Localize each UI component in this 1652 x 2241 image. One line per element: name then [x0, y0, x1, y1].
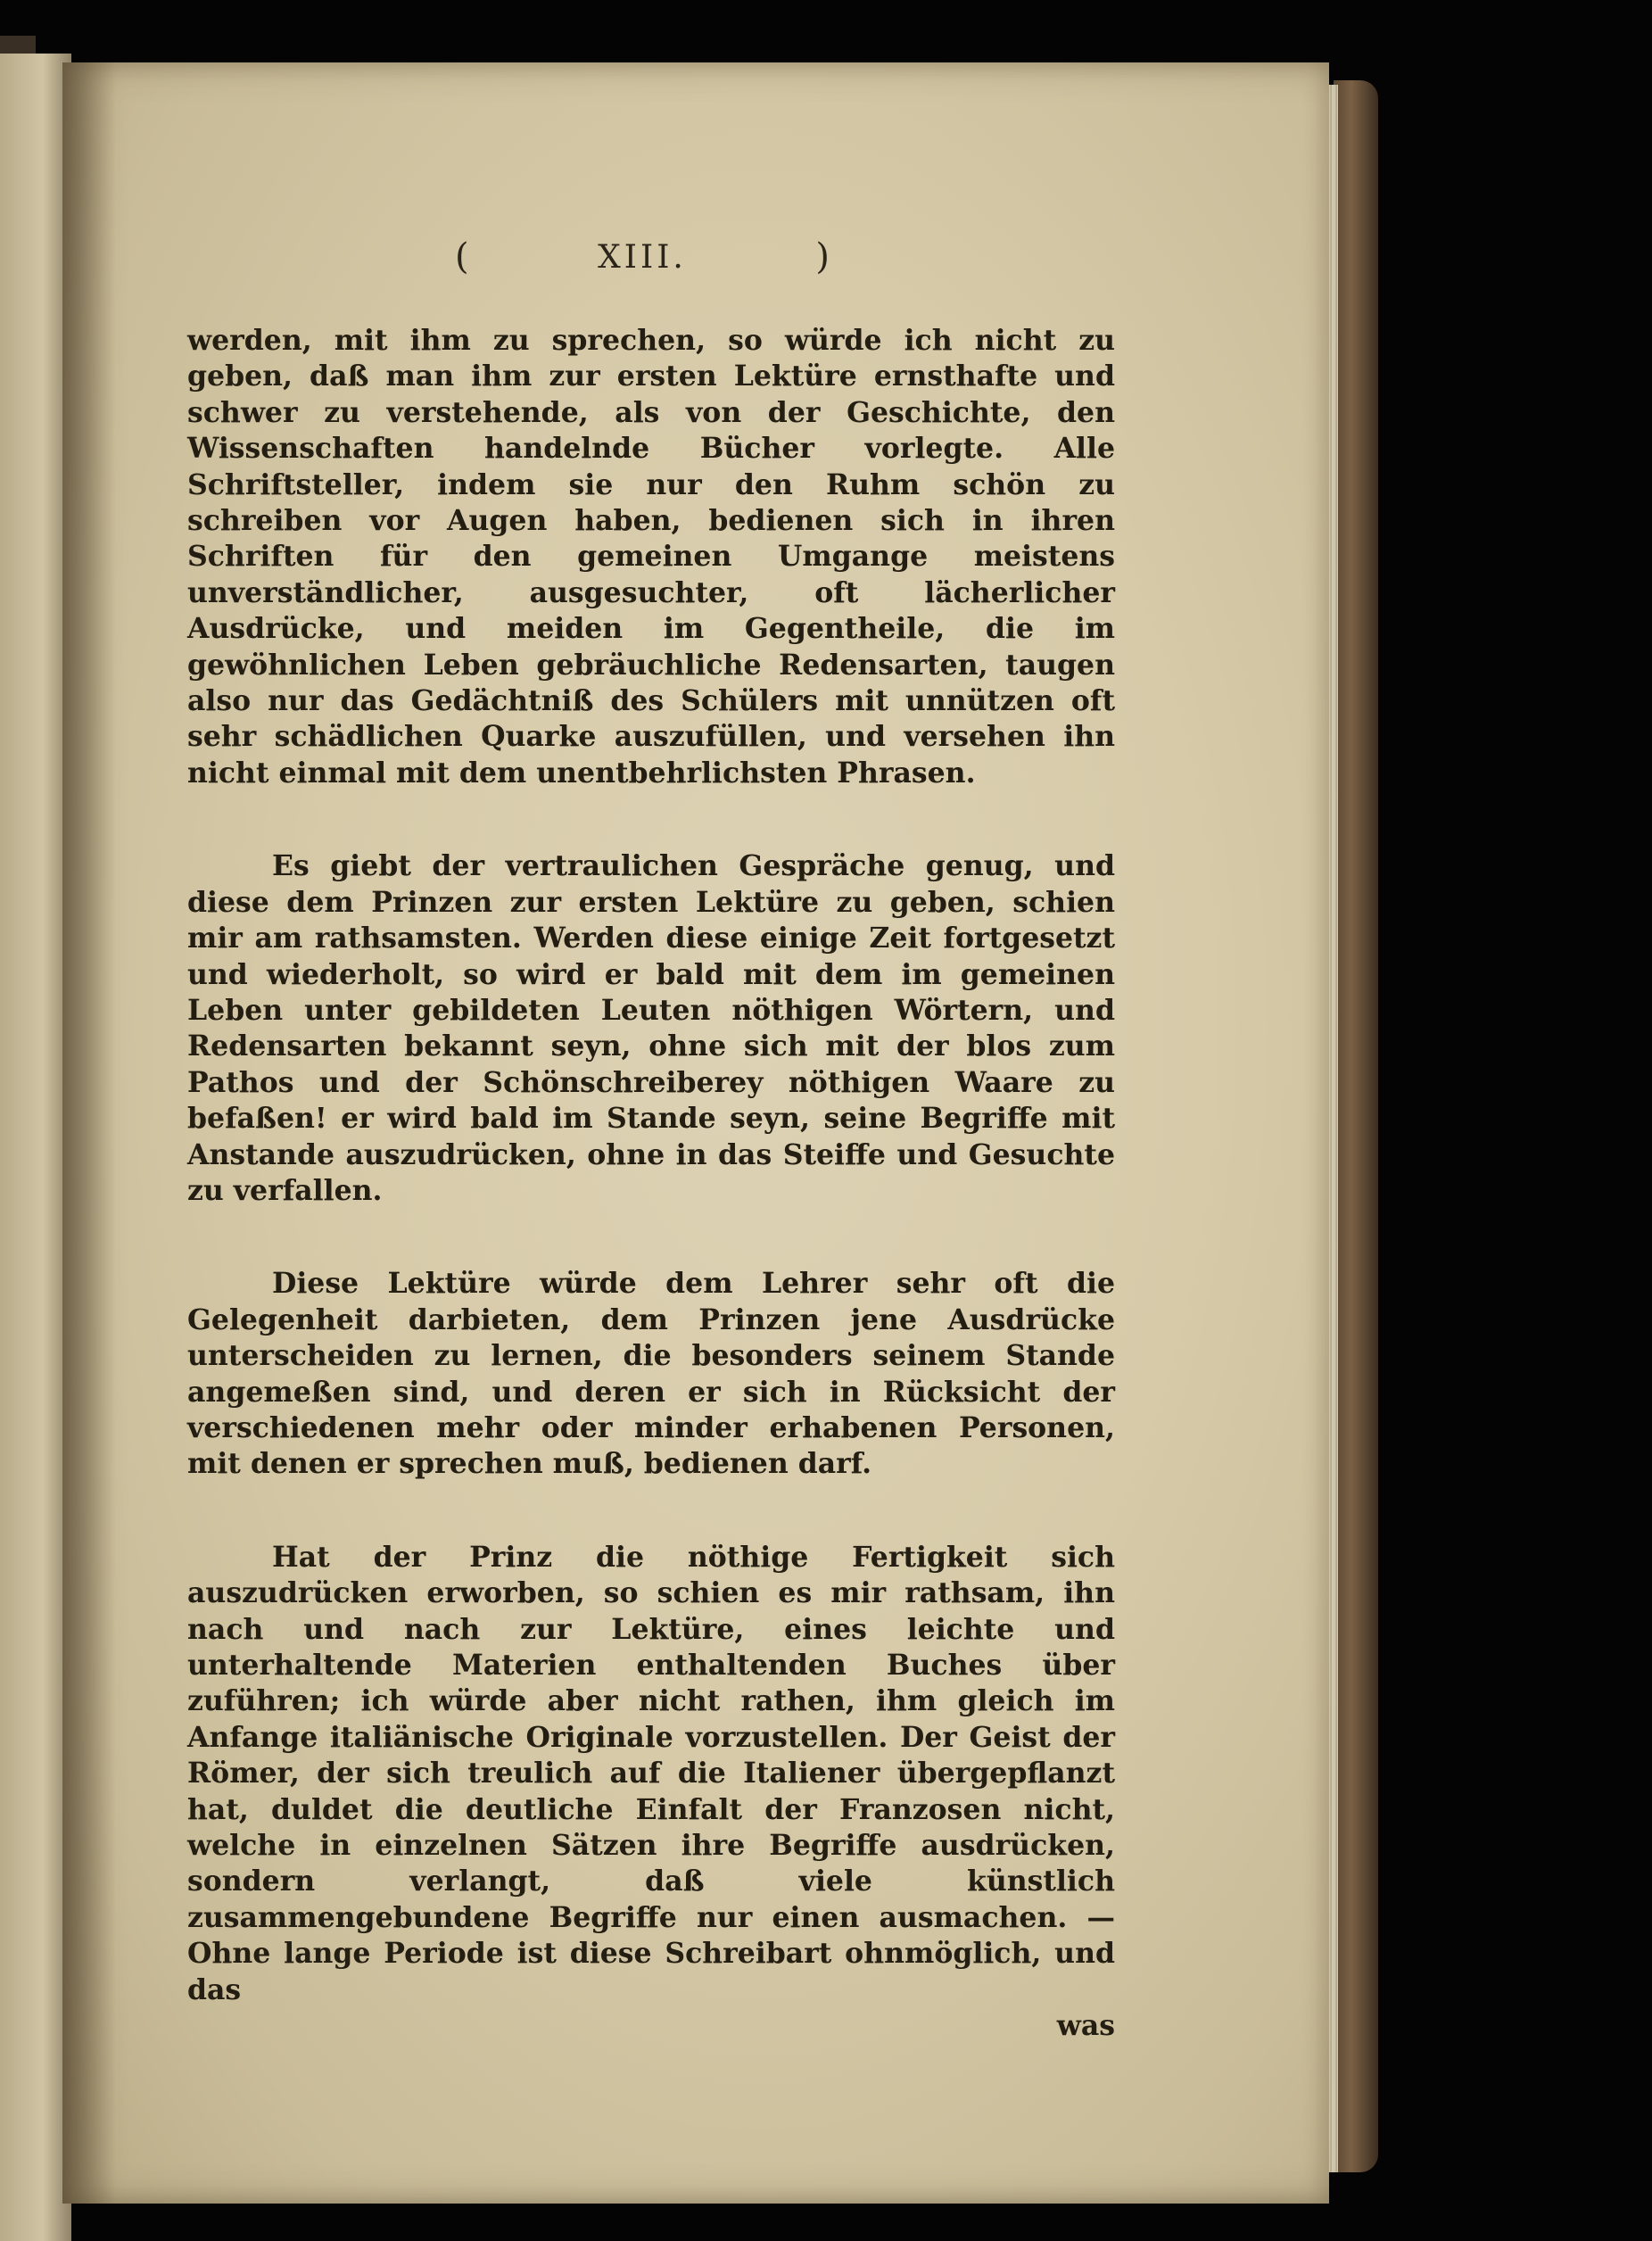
running-head-close: ) [815, 236, 830, 277]
paragraph-4: Hat der Prinz die nöthige Fertigkeit sich auszudrücken erworben, so schien es mir rathsam, ihn nach und nach zur Lektüre, eines leichte und unterhaltende Materien enthaltenden Buches über zuführen; ich würde aber nicht rathen, ihm gleich im Anfange italiänische Originale vorzustellen. Der Geist der Römer, der sich treulich auf die Italiener übergepflanzt hat, duldet die deutliche Einfalt der Franzosen nicht, welche in einzelnen Sätzen ihre Begriffe ausdrücken, sondern verlangt, daß viele künstlich zusammengebundene Begriffe nur einen ausmachen. — Ohne lange Periode ist diese Schreibart ohnmöglich, und das [187, 1540, 1115, 2006]
page-gutter [62, 62, 116, 2204]
catchword: was [1056, 2009, 1115, 2043]
paragraph-2: Es giebt der vertraulichen Gespräche genug, und diese dem Prinzen zur ersten Lektüre zu geben, schien mir am rathsamsten. Werden diese einige Zeit fortgesetzt und wiederholt, so wird er bald mit dem im gemeinen Leben unter gebildeten Leuten nöthigen Wörtern, und Redensarten bekannt seyn, ohne sich mit der blos zum Pathos und der Schönschreiberey nöthigen Waare zu befaßen! er wird bald im Stande seyn, seine Begriffe mit Anstande auszudrücken, ohne in das Steiffe und Gesuchte zu verfallen. [187, 849, 1115, 1207]
book-cover-edge [1334, 80, 1378, 2172]
page-number: XIII. [598, 238, 687, 276]
paragraph-1: werden, mit ihm zu sprechen, so würde ich nicht zu geben, daß man ihm zur ersten Lektüre ernsthafte und schwer zu verstehende, als von der Geschichte, den Wissenschaften handelnde Bücher vorlegte. Alle Schriftsteller, indem sie nur den Ruhm schön zu schreiben vor Augen haben, bedienen sich in ihren Schriften für den gemeinen Umgange meistens unverständlicher, ausgesuchter, oft lächerlicher Ausdrücke, und meiden im Gegentheile, die im gewöhnlichen Leben gebräuchliche Redensarten, taugen also nur das Gedächtniß des Schülers mit unnützen oft sehr schädlichen Quarke auszufüllen, und versehen ihn nicht einmal mit dem unentbehrlichsten Phrasen. [187, 324, 1115, 790]
running-head-open: ( [455, 236, 469, 277]
paragraph-3: Diese Lektüre würde dem Lehrer sehr oft die Gelegenheit darbieten, dem Prinzen jene Ausdrücke unterscheiden zu lernen, die besonders seinem Stande angemeßen sind, und deren er sich in Rücksicht der verschiedenen mehr oder minder erhabenen Personen, mit denen er sprechen muß, bedienen darf. [187, 1267, 1115, 1481]
running-head [455, 230, 830, 284]
body-text [187, 323, 1115, 2044]
facing-page-edge [0, 54, 71, 2241]
